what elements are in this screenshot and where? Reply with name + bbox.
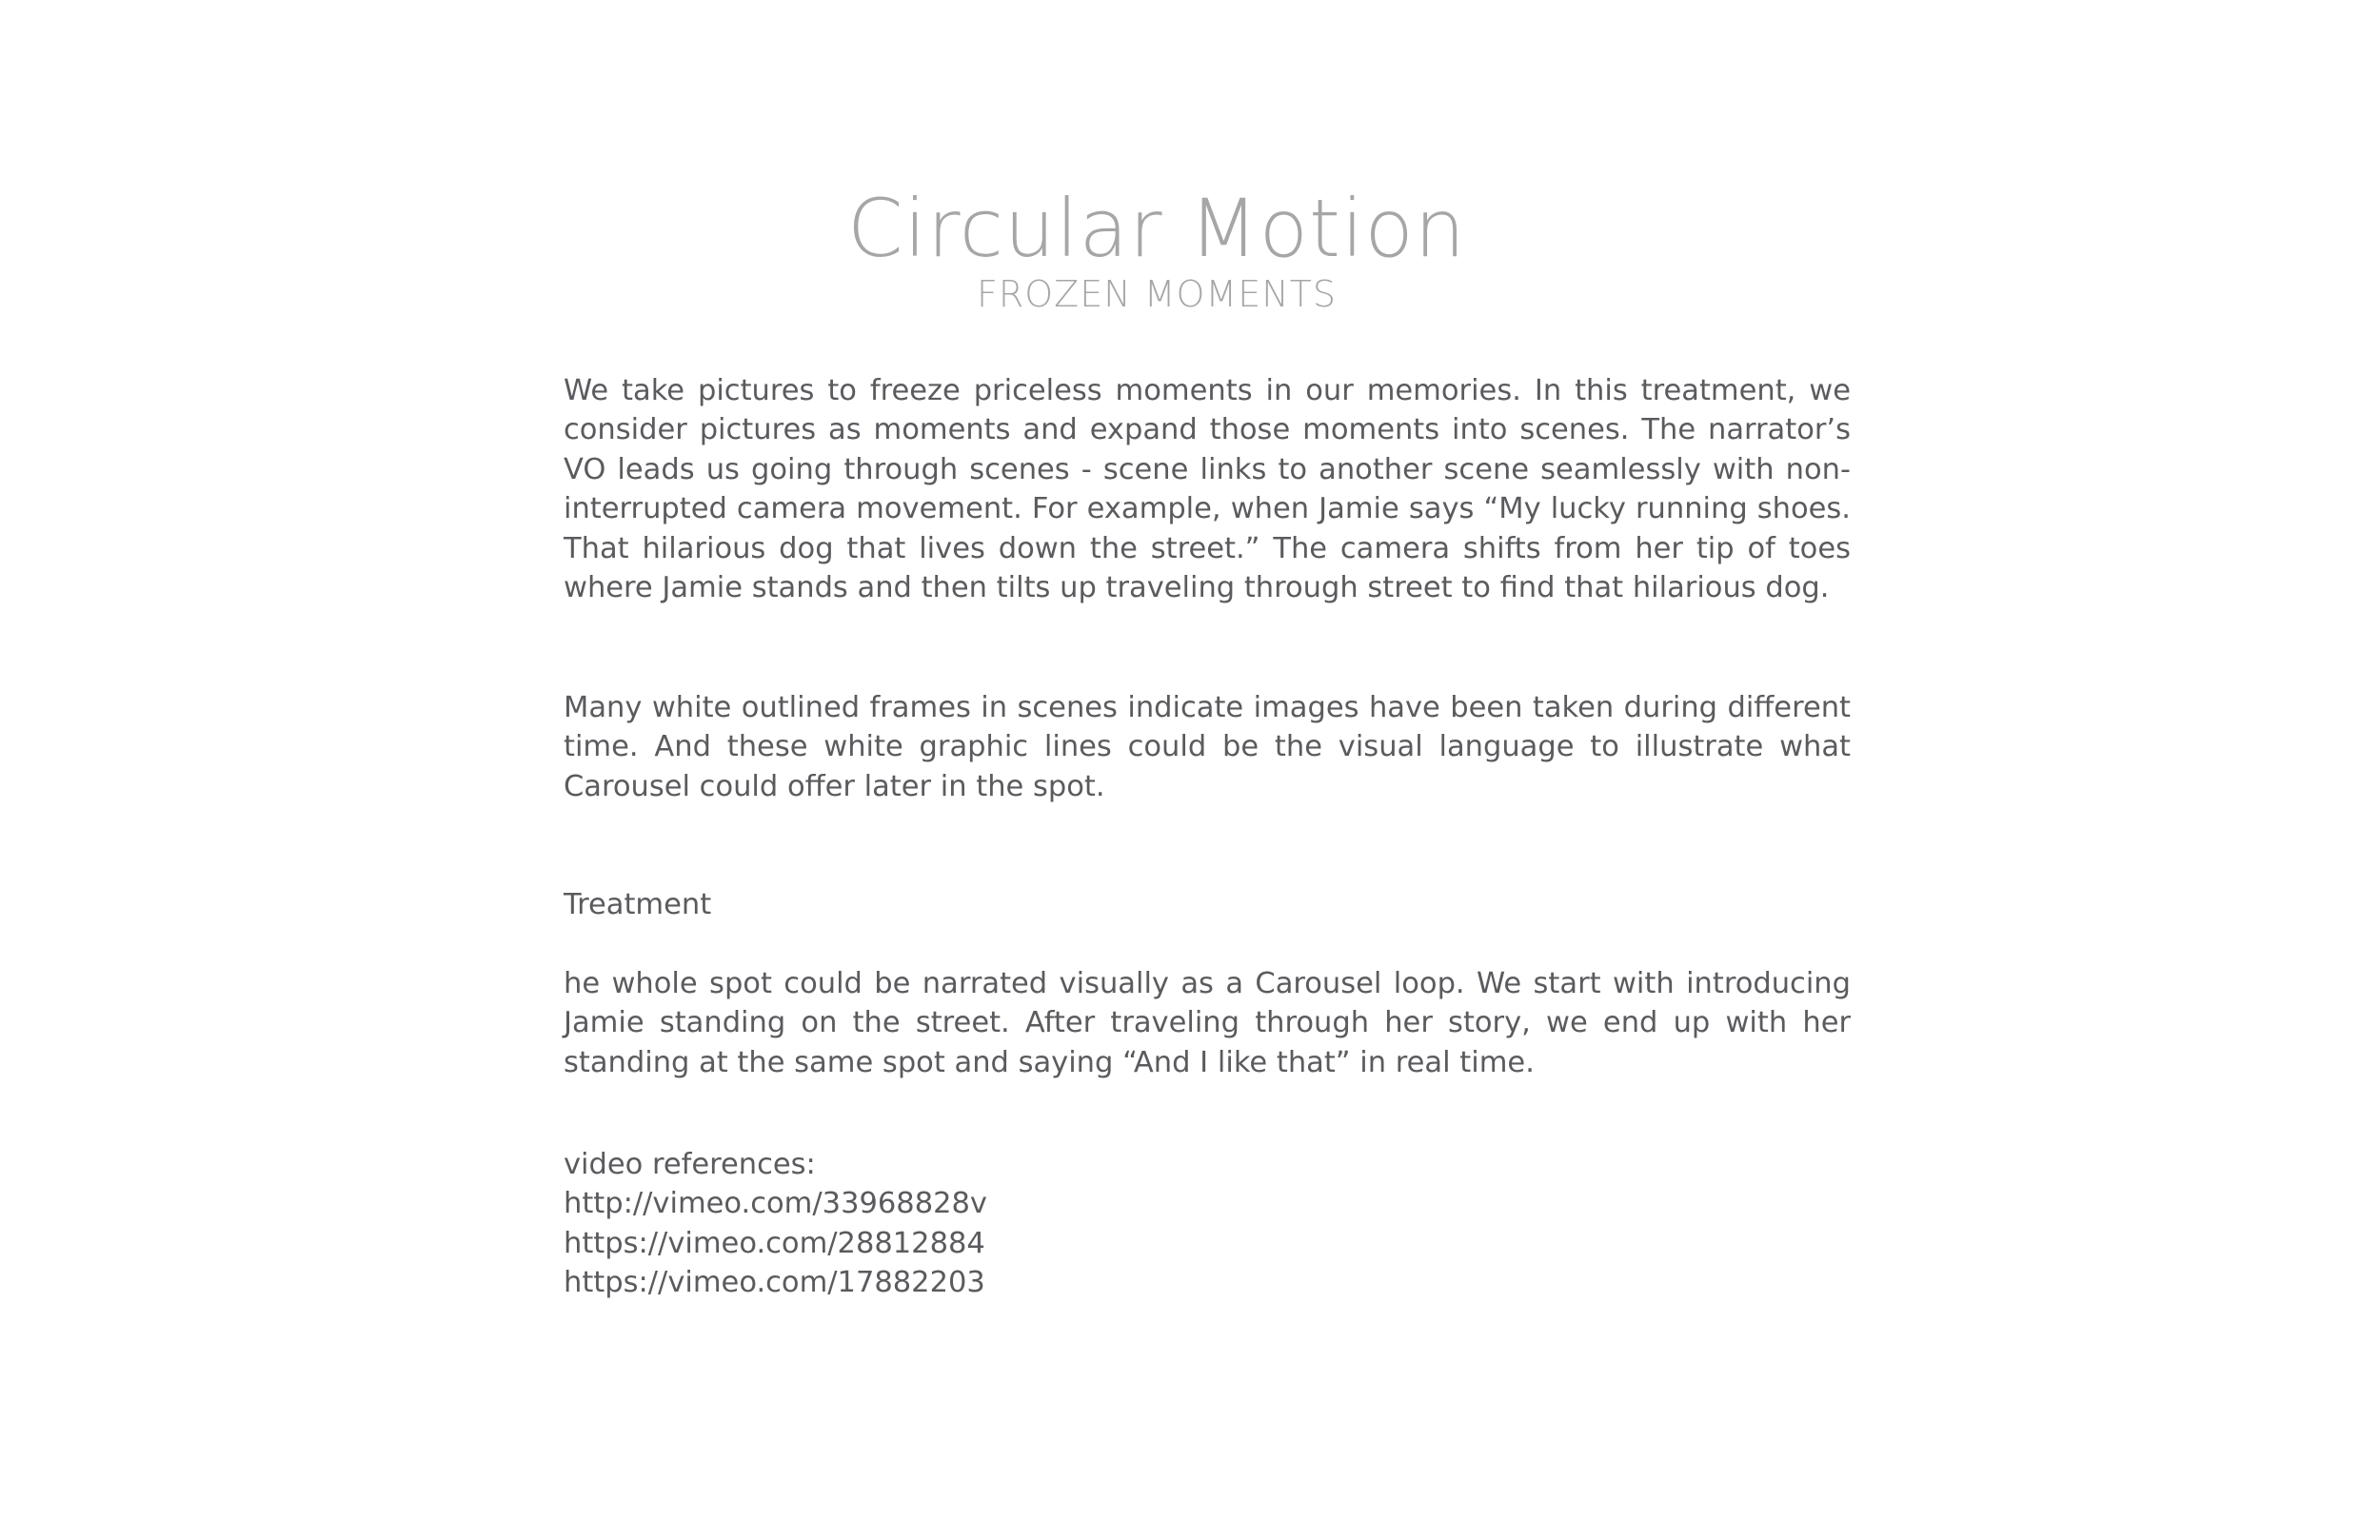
page-title: Circular Motion bbox=[847, 182, 1466, 275]
intro-paragraph: We take pictures to freeze priceless moments in our memories. In this treatment, we consider pictures as moments and expand those moments into scenes. The narrator’s VO leads us going through scenes - scene links to another scene seamlessly with non-interrupted camera movement. For example, when Jamie says “My lucky running shoes. That hilarious dog that lives down the street.” The camera shifts from her tip of toes where Jamie stands and then tilts up traveling through street to find that hilarious dog. bbox=[564, 374, 1851, 605]
reference-link[interactable]: https://vimeo.com/17882203 bbox=[564, 1266, 985, 1300]
reference-link[interactable]: https://vimeo.com/28812884 bbox=[564, 1226, 985, 1260]
section-heading: Treatment bbox=[564, 888, 712, 921]
reference-link[interactable]: http://vimeo.com/33968828v bbox=[564, 1187, 987, 1221]
video-references bbox=[564, 1145, 1851, 1303]
page-subtitle: FROZEN MOMENTS bbox=[977, 273, 1337, 315]
treatment-paragraph: he whole spot could be narrated visually as a Carousel loop. We start with introducing Jamie standing on the street. After traveling through her story, we end up with her standing at the same spot and saying “And I like that” in real time. bbox=[564, 967, 1851, 1079]
references-label: video references: bbox=[564, 1148, 816, 1181]
frames-paragraph: Many white outlined frames in scenes indicate images have been taken during different time. And these white graphic lines could be the visual language to illustrate what Carousel could offer later in the spot. bbox=[564, 691, 1851, 803]
